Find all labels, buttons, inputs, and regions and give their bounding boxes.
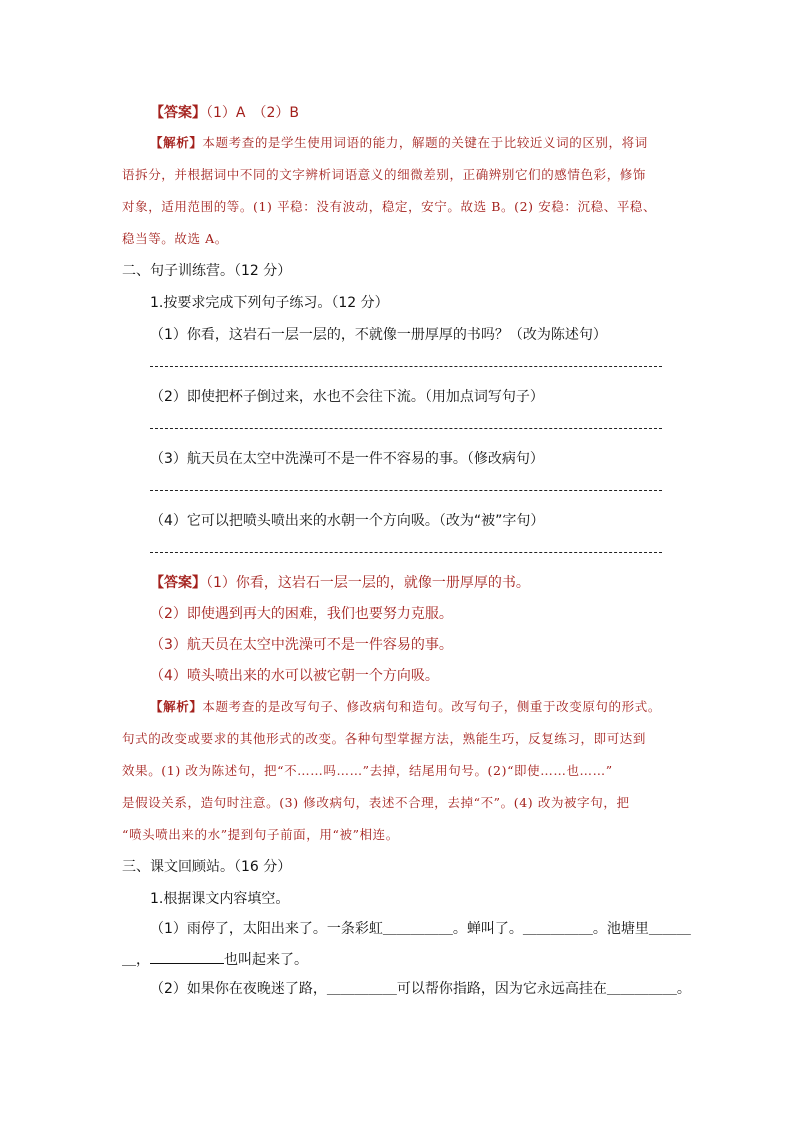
answer-blank-line-2[interactable] <box>150 428 662 429</box>
bracket-open: 【 <box>150 575 164 591</box>
sentence-item-2: （2）即使把杯子倒过来，水也不会往下流。（用加点词写句子） <box>150 389 544 405</box>
bracket-open: 【 <box>150 105 164 121</box>
answer-2-line-4: （4）喷头喷出来的水可以被它朝一个方向吸。 <box>150 668 439 684</box>
answer-blank-line-3[interactable] <box>150 490 662 491</box>
analysis-2-line-3: 效果。(1) 改为陈述句，把“不……吗……”去掉，结尾用句号。(2)“即使……也……” <box>122 763 613 778</box>
analysis-1-line-3: 对象，适用范围的等。(1) 平稳：没有波动，稳定，安宁。故选 B。(2) 安稳：沉稳、平稳、 <box>122 199 657 214</box>
analysis-tag: 解析 <box>163 135 190 150</box>
bracket-close: 】 <box>189 135 203 150</box>
analysis-2-line-1 <box>150 697 661 717</box>
section-2-question-1: 1.按要求完成下列句子练习。（12 分） <box>150 295 389 311</box>
answer-text: （1）你看，这岩石一层一层的，就像一册厚厚的书。 <box>206 575 530 591</box>
fill-in-item-1-line-2 <box>122 949 308 970</box>
analysis-2-line-5: “喷头喷出来的水”提到句子前面，用“被”相连。 <box>122 827 399 842</box>
fill-in-item-2: （2）如果你在夜晚迷了路，＿＿＿＿＿可以帮你指路，因为它永远高挂在＿＿＿＿＿。 <box>150 981 691 997</box>
sentence-item-4: （4）它可以把喷头喷出来的水朝一个方向吸。（改为“被”字句） <box>150 513 545 529</box>
answer-1 <box>150 103 299 123</box>
answer-tag: 答案 <box>164 575 192 591</box>
analysis-text: 本题考查的是学生使用词语的能力，解题的关键在于比较近义词的区别，将词 <box>202 135 648 150</box>
sentence-item-3: （3）航天员在太空中洗澡可不是一件不容易的事。（修改病句） <box>150 451 544 467</box>
section-2-title: 二、句子训练营。（12 分） <box>122 263 292 279</box>
analysis-2-line-2: 句式的改变或要求的其他形式的改变。各种句型掌握方法，熟能生巧，反复练习，即可达到 <box>122 731 647 746</box>
analysis-1-line-2: 语拆分，并根据词中不同的文字辨析词语意义的细微差别，正确辨别它们的感情色彩，修饰 <box>122 167 647 182</box>
answer-text: （1）A （2）B <box>206 105 299 121</box>
answer-2-line-2: （2）即使遇到再大的困难，我们也要努力克服。 <box>150 606 453 622</box>
answer-blank-line-1[interactable] <box>150 366 662 367</box>
answer-blank-line-4[interactable] <box>150 552 662 553</box>
bracket-close: 】 <box>192 105 206 121</box>
sentence-item-1: （1）你看，这岩石一层一层的，不就像一册厚厚的书吗？（改为陈述句） <box>150 327 607 343</box>
fill-in-prefix: ＿， <box>122 952 150 968</box>
fill-in-blank[interactable] <box>150 949 224 964</box>
bracket-close: 】 <box>192 575 206 591</box>
fill-in-suffix: 也叫起来了。 <box>224 952 308 968</box>
bracket-close: 】 <box>189 699 203 714</box>
bracket-open: 【 <box>150 135 164 150</box>
analysis-2-line-4: 是假设关系，造句时注意。(3) 修改病句，表述不合理，去掉“不”。(4) 改为被字句，把 <box>122 795 630 810</box>
section-3-question-1: 1.根据课文内容填空。 <box>150 891 290 907</box>
analysis-text: 本题考查的是改写句子、修改病句和造句。改写句子，侧重于改变原句的形式。 <box>202 699 661 714</box>
analysis-1-line-4: 稳当等。故选 A。 <box>122 231 228 246</box>
answer-2-line-1 <box>150 573 530 593</box>
analysis-1-line-1 <box>150 133 648 153</box>
answer-2-line-3: （3）航天员在太空中洗澡可不是一件容易的事。 <box>150 637 453 653</box>
answer-tag: 答案 <box>164 105 192 121</box>
analysis-tag: 解析 <box>163 699 190 714</box>
section-3-title: 三、课文回顾站。（16 分） <box>122 859 292 875</box>
bracket-open: 【 <box>150 699 164 714</box>
fill-in-item-1-line-1: （1）雨停了，太阳出来了。一条彩虹＿＿＿＿＿。蝉叫了。＿＿＿＿＿。池塘里＿＿＿ <box>150 921 691 937</box>
